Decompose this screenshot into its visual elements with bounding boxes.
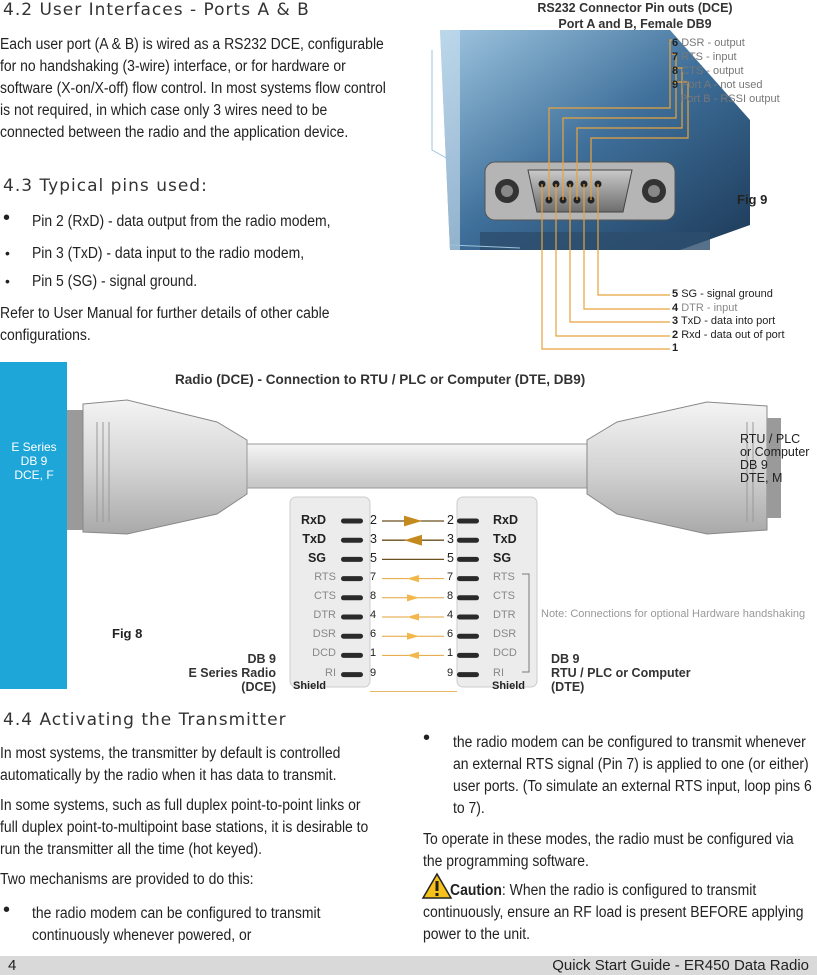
- section-4-4-para4: To operate in these modes, the radio must be configured via the programming software.: [423, 831, 794, 870]
- left-pin-number: 1: [370, 647, 377, 660]
- left-pin-number: 7: [370, 570, 377, 583]
- bullet-icon: •: [3, 899, 11, 921]
- bullet-icon: •: [3, 207, 11, 229]
- right-signal-name: DSR: [493, 628, 517, 641]
- left-pin-stub: [341, 576, 363, 581]
- signal-direction-arrow: [407, 575, 419, 582]
- right-pin-number: 6: [447, 628, 454, 641]
- section-4-2-heading: 4.2 User Interfaces - Ports A & B: [3, 0, 310, 20]
- page-number: 4: [8, 957, 17, 974]
- left-pin-number: 3: [370, 532, 377, 547]
- left-pin-number: 5: [370, 551, 377, 566]
- left-signal-name: SG: [307, 551, 326, 566]
- left-pin-stub: [341, 538, 363, 543]
- right-pin-number: 2: [447, 513, 454, 527]
- right-signal-name: RI: [493, 666, 504, 679]
- signal-direction-arrow: [404, 535, 422, 546]
- left-pin-stub: [341, 557, 363, 562]
- section-4-3-heading: 4.3 Typical pins used:: [3, 176, 208, 196]
- right-pin-number: 3: [447, 532, 454, 547]
- left-pin-stub: [341, 595, 363, 600]
- fig8-label: Fig 8: [112, 626, 143, 641]
- left-pin-stub: [341, 653, 363, 658]
- right-shield-label: Shield: [492, 680, 526, 692]
- right-pin-stub: [457, 653, 479, 658]
- right-pin-stub: [457, 557, 479, 562]
- right-pin-number: 9: [447, 666, 454, 679]
- right-signal-name: DTR: [493, 609, 516, 621]
- right-pin-stub: [457, 634, 479, 639]
- left-pin-number: 9: [370, 666, 377, 679]
- left-pin-stub: [341, 634, 363, 639]
- left-pin-stub: [341, 615, 363, 620]
- signal-direction-arrow: [407, 594, 419, 601]
- section-4-3-note: Refer to User Manual for further details of other cable configurations.: [0, 305, 330, 344]
- right-pin-number: 7: [447, 570, 454, 583]
- right-signal-name: TxD: [493, 532, 517, 547]
- footer-title: Quick Start Guide - ER450 Data Radio: [552, 957, 809, 974]
- right-pin-stub: [457, 538, 479, 543]
- left-plug-flange: [67, 410, 83, 530]
- right-signal-name: SG: [493, 551, 512, 566]
- e-series-radio-panel: [0, 362, 67, 689]
- left-shield-label: Shield: [293, 680, 327, 692]
- left-device-label: E Series DB 9 DCE, F: [11, 440, 57, 482]
- left-caption: DB 9 E Series Radio (DCE): [188, 652, 276, 694]
- left-pin-stub: [341, 519, 363, 524]
- section-4-4-para1: In most systems, the transmitter by default is controlled automatically by the radio when it has data to transmit.: [0, 745, 341, 784]
- left-signal-name: RxD: [300, 513, 326, 527]
- right-pin-number: 4: [447, 609, 454, 621]
- right-pin-stub: [457, 672, 479, 677]
- bullet-icon: •: [423, 727, 431, 749]
- section-4-4-para3: Two mechanisms are provided to do this:: [0, 871, 254, 888]
- right-signal-name: RxD: [493, 513, 519, 527]
- mechanism-bullet-2: the radio modem can be configured to transmit whenever an external RTS signal (Pin 7) is applied to one (or either) user ports. (To simulate an external RTS input, loop pins 6 to 7).: [453, 734, 812, 817]
- signal-direction-arrow: [407, 633, 419, 640]
- bullet-icon: •: [5, 273, 10, 289]
- left-pin-stub: [341, 672, 363, 677]
- section-4-2-body: Each user port (A & B) is wired as a RS232 DCE, configurable for no handshaking (3-wire) interface, or for hardware or software (X-on/X-off) flow control. In most systems flow control is not required, in which case only 3 wires need to be connected between the radio and the application device.: [0, 36, 386, 141]
- fig8-cable-diagram: [67, 362, 817, 692]
- right-pin-stub: [457, 576, 479, 581]
- fig9-top-pin-list: 6 DSR - output 7 RTS - input 8 CTS - output 9 Port A - not used Port B - RSSI output: [672, 37, 780, 105]
- left-pin-number: 4: [370, 609, 377, 621]
- right-signal-name: DCD: [493, 647, 517, 660]
- right-pin-stub: [457, 519, 479, 524]
- left-pin-number: 6: [370, 628, 377, 641]
- page-footer: [0, 956, 817, 975]
- caution-label: Caution: [450, 882, 502, 899]
- fig9-label: Fig 9: [737, 192, 768, 207]
- left-signal-name: TxD: [302, 532, 326, 547]
- left-signal-name: RI: [325, 666, 336, 679]
- pin-bullet: Pin 2 (RxD) - data output from the radio modem,: [32, 213, 331, 230]
- right-pin-number: 5: [447, 551, 454, 566]
- signal-direction-arrow: [404, 516, 422, 527]
- right-pin-stub: [457, 595, 479, 600]
- fig9-title: RS232 Connector Pin outs (DCE) Port A and B, Female DB9: [537, 1, 733, 31]
- left-signal-name: DSR: [312, 628, 336, 641]
- left-signal-name: RTS: [314, 570, 336, 583]
- cable: [247, 444, 587, 488]
- fig8-title: Radio (DCE) - Connection to RTU / PLC or Computer (DTE, DB9): [175, 372, 586, 387]
- pin-bullet: Pin 5 (SG) - signal ground.: [32, 273, 198, 290]
- right-pin-number: 1: [447, 647, 454, 660]
- caution-paragraph: [423, 880, 812, 946]
- right-signal-name: CTS: [493, 589, 515, 602]
- pin-bullet: Pin 3 (TxD) - data input to the radio modem,: [32, 245, 305, 262]
- left-plug-hood: [83, 400, 247, 534]
- right-signal-name: RTS: [493, 570, 515, 583]
- right-pin-stub: [457, 615, 479, 620]
- left-pin-number: 8: [370, 589, 377, 602]
- db9-face: [528, 170, 632, 212]
- mechanism-bullet-1: the radio modem can be configured to transmit continuously whenever powered, or: [32, 905, 321, 944]
- section-4-4-heading: 4.4 Activating the Transmitter: [3, 710, 287, 730]
- fig9-bottom-pin-list: 5 SG - signal ground 4 DTR - input 3 TxD - data into port 2 Rxd - data out of port 1: [672, 288, 785, 354]
- left-pin-number: 2: [370, 513, 377, 527]
- right-pin-number: 8: [447, 589, 454, 602]
- handshake-note: Note: Connections for optional Hardware handshaking: [541, 608, 806, 620]
- right-device-label: RTU / PLC or Computer DB 9 DTE, M: [740, 432, 810, 485]
- left-signal-name: DCD: [312, 647, 336, 660]
- caution-text: : When the radio is configured to transmit continuously, ensure an RF load is present BEFORE applying power to the unit.: [423, 882, 804, 943]
- signal-direction-arrow: [407, 613, 419, 620]
- right-caption: DB 9 RTU / PLC or Computer (DTE): [551, 652, 691, 694]
- bullet-icon: •: [5, 245, 10, 261]
- signal-direction-arrow: [407, 652, 419, 659]
- left-signal-name: CTS: [314, 589, 336, 602]
- section-4-4-para2: In some systems, such as full duplex point-to-point links or full duplex point-to-multipoint base stations, it is desirable to run the transmitter all the time (hot keyed).: [0, 797, 369, 858]
- left-signal-name: DTR: [313, 609, 336, 621]
